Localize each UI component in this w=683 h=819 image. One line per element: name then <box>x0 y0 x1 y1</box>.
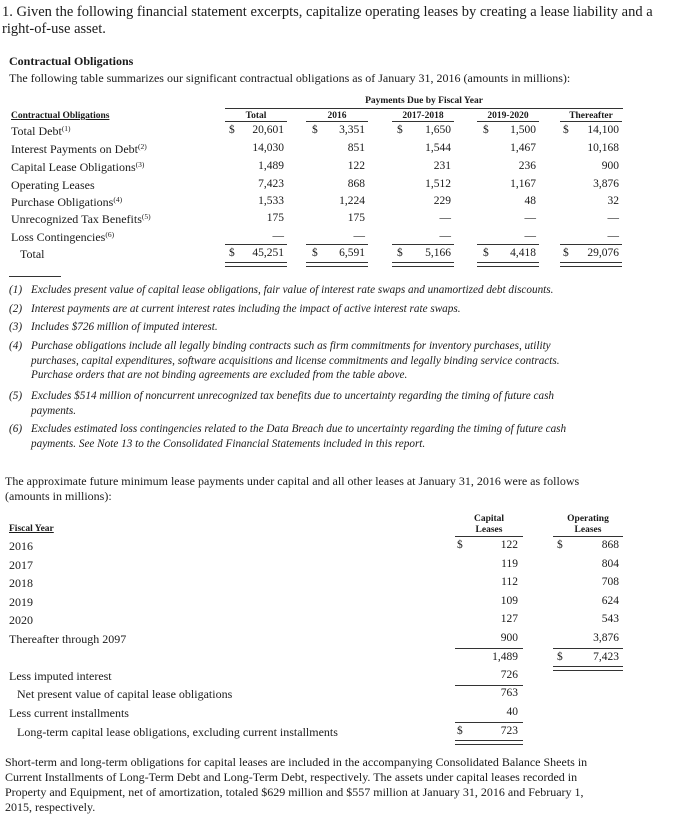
subtotal-rule <box>560 244 622 245</box>
lease-year-2018: 2018 <box>9 576 33 590</box>
subtotal-rule <box>225 244 287 245</box>
fiscal-year-header: Fiscal Year <box>9 524 54 534</box>
capital-2017: 119 <box>501 558 518 570</box>
cell-purchase-total: 1,533 <box>258 195 284 207</box>
lease-year-2016: 2016 <box>9 539 33 553</box>
operating-header-rule <box>553 536 623 537</box>
dollar-sign: $ <box>563 247 569 259</box>
operating-2018: 708 <box>601 576 619 588</box>
less-imputed-label: Less imputed interest <box>9 669 112 683</box>
cell-capital-lease-2016: 122 <box>347 160 365 172</box>
cell-purchase-2019-2020: 48 <box>524 195 536 207</box>
col-header-2019-2020: 2019-2020 <box>477 111 539 122</box>
cell-loss-2017-2018: — <box>439 230 451 242</box>
operating-2019: 624 <box>601 595 619 607</box>
col-header-total: Total <box>225 111 287 122</box>
contractual-intro: The following table summarizes our significant contractual obligations as of January 31, 2016 (amounts in millions): <box>9 71 571 85</box>
row-label-total: Total <box>20 247 45 261</box>
subtotal-rule <box>392 244 454 245</box>
cell-total-debt-2016: 3,351 <box>339 124 365 136</box>
cell-tax-2016: 175 <box>347 212 365 224</box>
lease-year-2020: 2020 <box>9 613 33 627</box>
contractual-heading: Contractual Obligations <box>9 54 134 68</box>
dollar-sign: $ <box>397 247 403 259</box>
total-double-rule <box>560 262 622 267</box>
long-term-rule <box>455 722 523 723</box>
long-term-double-rule <box>455 740 523 745</box>
long-term-value: 723 <box>500 725 518 737</box>
payments-due-header: Payments Due by Fiscal Year <box>365 96 483 106</box>
dollar-sign: $ <box>483 247 489 259</box>
total-double-rule <box>477 262 539 267</box>
col-header-2016: 2016 <box>306 111 368 122</box>
closing-paragraph: Short-term and long-term obligations for capital leases are included in the accompanying Consolidated Balance Sheets in Current Installments of Long-Term Debt and Long-Term Debt, respectively. The assets under capital leases recorded in Property and Equipment, net of amortization, totaled $629 million and $557 million at January 31, 2016 and February 1, 2015, respectively. <box>5 755 588 814</box>
lease-year-2017: 2017 <box>9 558 33 572</box>
dollar-sign: $ <box>229 124 235 136</box>
operating-thereafter: 3,876 <box>593 632 619 644</box>
cell-operating-2019-2020: 1,167 <box>510 178 536 190</box>
dollar-sign: $ <box>312 124 318 136</box>
dollar-sign: $ <box>557 539 563 551</box>
cell-interest-total: 14,030 <box>252 142 284 154</box>
cell-interest-2019-2020: 1,467 <box>510 142 536 154</box>
dollar-sign: $ <box>457 539 463 551</box>
operating-leases-header: Operating Leases <box>567 514 609 535</box>
cell-purchase-2017-2018: 229 <box>433 195 451 207</box>
cell-loss-2019-2020: — <box>524 230 536 242</box>
cell-interest-2017-2018: 1,544 <box>425 142 451 154</box>
dollar-sign: $ <box>312 247 318 259</box>
dollar-sign: $ <box>563 124 569 136</box>
question-text: 1. Given the following financial statement excerpts, capitalize operating leases by creating a lease liability and a right-of-use asset. <box>2 4 653 37</box>
cell-capital-lease-2019-2020: 236 <box>518 160 536 172</box>
cell-total-thereafter: 29,076 <box>587 247 619 259</box>
cell-total-2016: 6,591 <box>339 247 365 259</box>
dollar-sign: $ <box>483 124 489 136</box>
cell-purchase-2016: 1,224 <box>339 195 365 207</box>
dollar-sign: $ <box>457 725 463 737</box>
cell-tax-2019-2020: — <box>524 212 536 224</box>
row-label-loss-contingencies: Loss Contingencies$^{(6)}$ <box>11 230 115 244</box>
lease-subtotal-rule <box>553 648 623 649</box>
capital-2018: 112 <box>501 576 518 588</box>
row-label-operating-leases: Operating Leases <box>11 178 95 192</box>
lease-intro: The approximate future minimum lease payments under capital and all other leases at January 31, 2016 were as follows (amounts in millions): <box>5 474 580 503</box>
cell-operating-thereafter: 3,876 <box>593 178 619 190</box>
cell-interest-thereafter: 10,168 <box>587 142 619 154</box>
capital-2019: 109 <box>500 595 518 607</box>
cell-capital-lease-thereafter: 900 <box>601 160 619 172</box>
cell-purchase-thereafter: 32 <box>607 195 619 207</box>
row-label-total-debt: Total Debt$^{(1)}$ <box>11 124 71 138</box>
subtotal-rule <box>306 244 368 245</box>
cell-total-debt-2017-2018: 1,650 <box>425 124 451 136</box>
npv-rule <box>455 685 523 686</box>
total-double-rule <box>392 262 454 267</box>
long-term-label: Long-term capital lease obligations, excluding current installments <box>17 725 338 739</box>
row-label-unrecognized-tax: Unrecognized Tax Benefits$^{(5)}$ <box>11 212 151 226</box>
row-label-capital-lease: Capital Lease Obligations$^{(3)}$ <box>11 160 145 174</box>
less-current-value: 40 <box>506 706 518 718</box>
cell-total-2017-2018: 5,166 <box>425 247 451 259</box>
npv-value: 763 <box>500 687 518 699</box>
cell-total-2019-2020: 4,418 <box>510 247 536 259</box>
total-double-rule <box>306 262 368 267</box>
operating-2017: 804 <box>601 558 619 570</box>
cell-interest-2016: 851 <box>347 142 365 154</box>
row-label-interest-payments: Interest Payments on Debt$^{(2)}$ <box>11 142 147 156</box>
dollar-sign: $ <box>229 247 235 259</box>
cell-total-debt-total: 20,601 <box>252 124 284 136</box>
total-double-rule <box>225 262 287 267</box>
cell-operating-2016: 868 <box>347 178 365 190</box>
cell-total-debt-2019-2020: 1,500 <box>510 124 536 136</box>
capital-leases-header: Capital Leases <box>473 514 505 535</box>
col-header-obligations: Contractual Obligations <box>11 111 110 121</box>
cell-grand-total: 45,251 <box>252 247 284 259</box>
capital-subtotal: 1,489 <box>492 651 518 663</box>
operating-total-double-rule <box>553 666 623 671</box>
operating-2016: 868 <box>601 539 619 551</box>
less-imputed-value: 726 <box>500 669 518 681</box>
row-label-purchase-obligations: Purchase Obligations$^{(4)}$ <box>11 195 123 209</box>
npv-label: Net present value of capital lease obligations <box>17 687 233 701</box>
capital-2016: 122 <box>500 539 518 551</box>
lease-year-2019: 2019 <box>9 595 33 609</box>
operating-2020: 543 <box>601 613 619 625</box>
subtotal-rule <box>477 244 539 245</box>
cell-operating-total: 7,423 <box>258 178 284 190</box>
less-current-label: Less current installments <box>9 706 129 720</box>
lease-year-thereafter: Thereafter through 2097 <box>9 632 127 646</box>
cell-operating-2017-2018: 1,512 <box>425 178 451 190</box>
footnote-rule <box>9 276 61 277</box>
cell-loss-total: — <box>272 230 284 242</box>
col-header-thereafter: Thereafter <box>560 111 622 122</box>
operating-subtotal: 7,423 <box>593 651 619 663</box>
dollar-sign: $ <box>397 124 403 136</box>
cell-capital-lease-2017-2018: 231 <box>433 160 451 172</box>
cell-loss-2016: — <box>353 230 365 242</box>
cell-capital-lease-total: 1,489 <box>258 160 284 172</box>
cell-loss-thereafter: — <box>607 230 619 242</box>
capital-thereafter: 900 <box>500 632 518 644</box>
capital-2020: 127 <box>500 613 518 625</box>
cell-tax-thereafter: — <box>607 212 619 224</box>
cell-tax-total: 175 <box>266 212 284 224</box>
dollar-sign: $ <box>557 651 563 663</box>
capital-header-rule <box>455 536 523 537</box>
lease-subtotal-rule <box>455 648 523 649</box>
cell-tax-2017-2018: — <box>439 212 451 224</box>
payments-due-rule <box>225 108 623 109</box>
col-header-2017-2018: 2017-2018 <box>392 111 454 122</box>
cell-total-debt-thereafter: 14,100 <box>587 124 619 136</box>
